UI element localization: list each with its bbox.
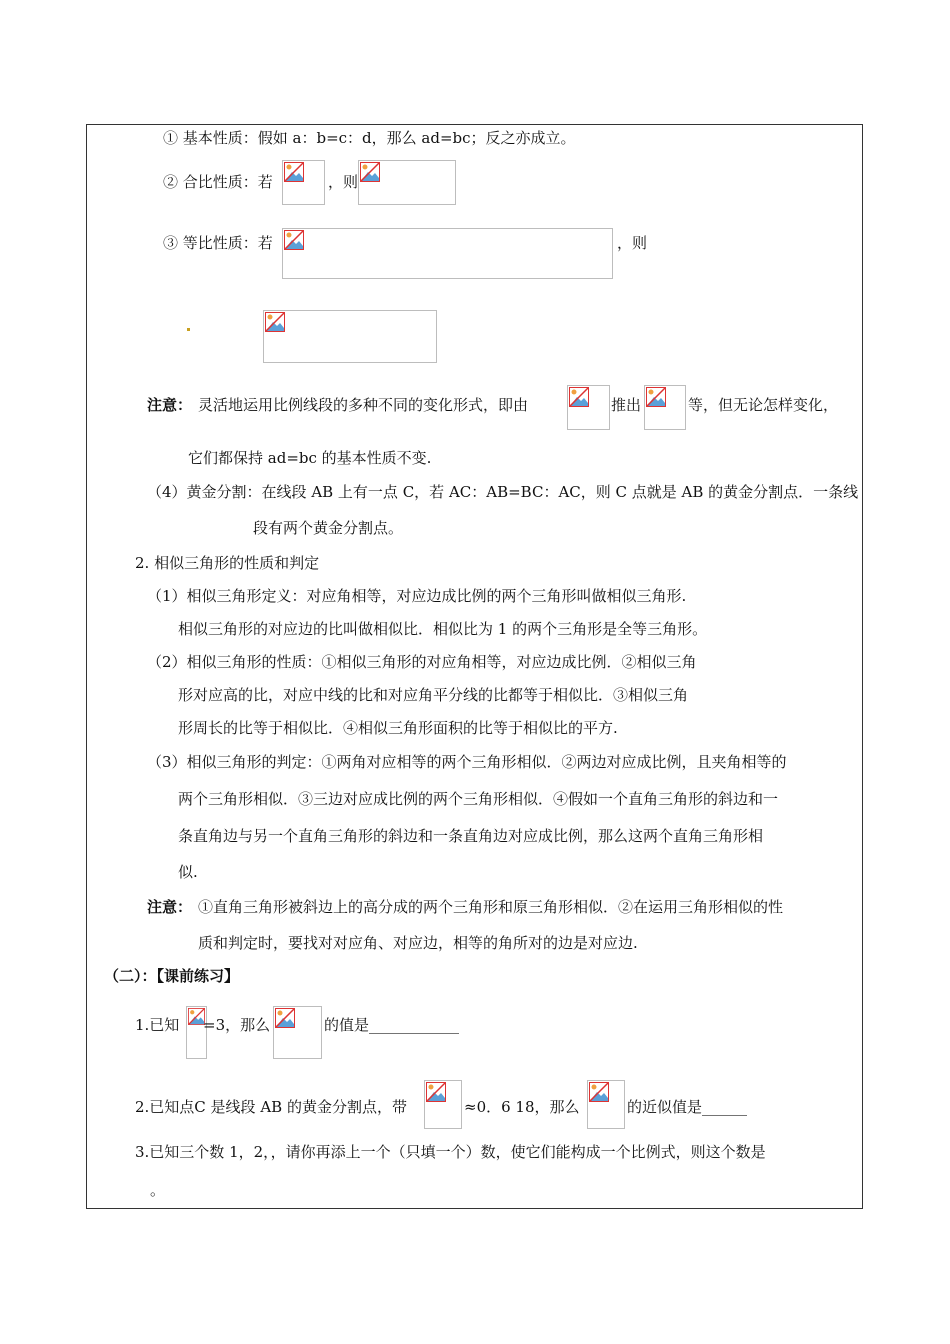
formula-image-placeholder <box>587 1080 625 1129</box>
dengbi-property-label: ③ 等比性质：若 <box>163 234 273 252</box>
property-line3: 形周长的比等于相似比．④相似三角形面积的比等于相似比的平方. <box>178 719 618 737</box>
note-text-c: 等，但无论怎样变化， <box>688 396 839 414</box>
judgement-line2: 两个三角形相似．③三边对应成比例的两个三角形相似．④假如一个直角三角形的斜边和一 <box>178 790 779 808</box>
formula-image-placeholder <box>358 160 456 205</box>
definition-line2: 相似三角形的对应边的比叫做相似比．相似比为 1 的两个三角形是全等三角形。 <box>178 620 708 638</box>
formula-image-placeholder <box>282 228 613 279</box>
question2-part-a: 2.已知点C 是线段 AB 的黄金分割点，带 <box>135 1098 407 1116</box>
question2-part-c: 的近似值是______ <box>627 1098 748 1116</box>
formula-image-placeholder <box>282 160 325 205</box>
question3-line1: 3.已知三个数 1，2，，请你再添上一个（只填一个）数，使它们能构成一个比例式，则这个数是 <box>135 1143 766 1161</box>
formula-image-placeholder <box>424 1080 462 1129</box>
broken-image-icon <box>569 387 589 407</box>
question1-part-c: 的值是____________ <box>324 1016 460 1034</box>
property-line2: 形对应高的比，对应中线的比和对应角平分线的比都等于相似比．③相似三角 <box>178 686 689 704</box>
note-label: 注意： <box>147 396 193 414</box>
golden-section-line1: （4）黄金分割：在线段 AB 上有一点 C，若 AC：AB=BC：AC，则 C 点就是 AB 的黄金分割点．一条线 <box>147 483 859 501</box>
practice-heading: （二）：【课前练习】 <box>104 967 240 985</box>
dengbi-then: ，则 <box>617 234 648 252</box>
question1-part-a: 1.已知 <box>135 1016 180 1034</box>
golden-section-line2: 段有两个黄金分割点。 <box>253 519 404 537</box>
note-text-a: 灵活地运用比例线段的多种不同的变化形式，即由 <box>198 396 529 414</box>
question2-part-b: ≈0．6 18，那么 <box>464 1098 580 1116</box>
hebi-then: ，则 <box>328 173 359 191</box>
broken-image-icon <box>275 1008 295 1028</box>
property-line1: （2）相似三角形的性质：①相似三角形的对应角相等，对应边成比例．②相似三角 <box>147 653 697 671</box>
broken-image-icon <box>589 1082 609 1102</box>
judgement-line1: （3）相似三角形的判定：①两角对应相等的两个三角形相似．②两边对应成比例，且夹角相等的 <box>147 753 787 771</box>
note-text-b: 推出 <box>611 396 642 414</box>
formula-image-placeholder <box>644 385 686 430</box>
question1-part-b: =3，那么 <box>203 1016 271 1034</box>
stray-dot <box>187 328 190 331</box>
judgement-line3: 条直角边与另一个直角三角形的斜边和一条直角边对应成比例，那么这两个直角三角形相 <box>178 827 764 845</box>
formula-image-placeholder <box>273 1006 322 1059</box>
question3-line2: 。 <box>150 1181 166 1199</box>
note2-label: 注意： <box>147 898 193 916</box>
hebi-property-label: ② 合比性质：若 <box>163 173 273 191</box>
broken-image-icon <box>265 312 285 332</box>
formula-image-placeholder <box>567 385 610 430</box>
formula-image-placeholder <box>263 310 437 363</box>
broken-image-icon <box>284 230 304 250</box>
basic-property: ① 基本性质：假如 a：b=c：d，那么 ad=bc；反之亦成立。 <box>163 129 576 147</box>
broken-image-icon <box>646 387 666 407</box>
broken-image-icon <box>426 1082 446 1102</box>
section2-heading: 2. 相似三角形的性质和判定 <box>135 554 320 572</box>
definition-line1: （1）相似三角形定义：对应角相等，对应边成比例的两个三角形叫做相似三角形. <box>147 587 687 605</box>
note2-line2: 质和判定时，要找对对应角、对应边，相等的角所对的边是对应边. <box>198 934 638 952</box>
broken-image-icon <box>284 162 304 182</box>
note-line-2: 它们都保持 ad=bc 的基本性质不变. <box>188 449 432 467</box>
note2-line1: ①直角三角形被斜边上的高分成的两个三角形和原三角形相似．②在运用三角形相似的性 <box>198 898 784 916</box>
broken-image-icon <box>360 162 380 182</box>
judgement-line4: 似. <box>178 863 198 881</box>
